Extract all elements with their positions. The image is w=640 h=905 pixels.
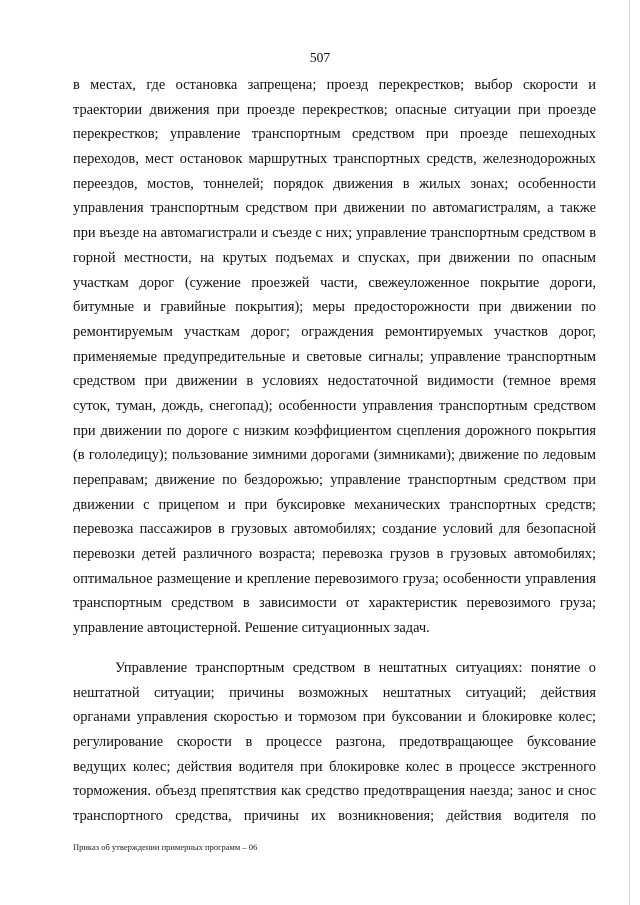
text-line: Управление транспортным средством в нештатных ситуациях: понятие о (115, 659, 596, 676)
page-footer: Приказ об утверждении примерных программ – 06 (73, 842, 258, 852)
text-line: перевозка пассажиров в грузовых автомобилях; создание условий для безопасной (73, 521, 596, 538)
page-number: 507 (309, 50, 331, 65)
text-line: переездов, мостов, тоннелей; порядок движения в жилых зонах; особенности (73, 175, 596, 192)
text-line: ремонтируемым участкам дорог; ограждения ремонтируемых участков дорог, (73, 323, 596, 340)
paragraph-2 (73, 656, 596, 829)
paragraph-gap (73, 641, 596, 656)
text-line: регулирование скорости в процессе разгона, предотвращающее буксование (73, 733, 596, 750)
text-line: оптимальное размещение и крепление перевозимого груза; особенности управления (73, 570, 596, 587)
text-line: движении с прицепом и при буксировке механических транспортных средств; (73, 496, 596, 513)
text-line: битумные и гравийные покрытия); меры предосторожности при движении по (73, 299, 596, 316)
text-line: ведущих колес; действия водителя при блокировке колес в процессе экстренного (73, 758, 596, 775)
text-line: в местах, где остановка запрещена; проезд перекрестков; выбор скорости и (73, 77, 596, 93)
text-line: транспортным средством в зависимости от характеристик перевозимого груза; (73, 595, 596, 612)
text-line: переходов, мест остановок маршрутных транспортных средств, железнодорожных (73, 151, 596, 168)
text-line: при въезде на автомагистрали и съезде с них; управление транспортным средством в (73, 225, 596, 242)
text-line: нештатной ситуации; причины возможных нештатных ситуаций; действия (73, 684, 596, 701)
text-line: торможения. объезд препятствия как средство предотвращения наезда; занос и снос (73, 783, 596, 800)
text-line: органами управления скоростью и тормозом при буксовании и блокировке колес; (73, 709, 596, 726)
text-line: управление автоцистерной. Решение ситуационных задач. (73, 620, 430, 637)
text-line: траектории движения при проезде перекрестков; опасные ситуации при проезде (73, 101, 596, 118)
text-line: при движении по дороге с низким коэффициентом сцепления дорожного покрытия (73, 422, 596, 439)
text-line: применяемые предупредительные и световые сигналы; управление транспортным (73, 348, 596, 365)
text-line: участкам дорог (сужение проезжей части, свежеуложенное покрытие дороги, (73, 274, 596, 291)
text-line: перекрестков; управление транспортным средством при проезде пешеходных (73, 126, 596, 143)
paragraph-1 (73, 73, 596, 641)
document-body (73, 73, 596, 829)
text-line: горной местности, на крутых подъемах и спусках, при движении по опасным (73, 249, 596, 266)
text-line: суток, туман, дождь, снегопад); особенности управления транспортным средством (73, 397, 596, 414)
text-line: управления транспортным средством при движении по автомагистралям, а также (73, 200, 596, 217)
text-line: перевозки детей различного возраста; перевозка грузов в грузовых автомобилях; (73, 546, 596, 563)
text-line: переправам; движение по бездорожью; управление транспортным средством при (73, 472, 596, 488)
text-line: (в гололедицу); пользование зимними дорогами (зимниками); движение по ледовым (73, 447, 596, 464)
text-line: транспортного средства, причины их возникновения; действия водителя по (73, 807, 596, 824)
text-line: средством при движении в условиях недостаточной видимости (темное время (73, 373, 596, 390)
page-edge (629, 0, 630, 905)
